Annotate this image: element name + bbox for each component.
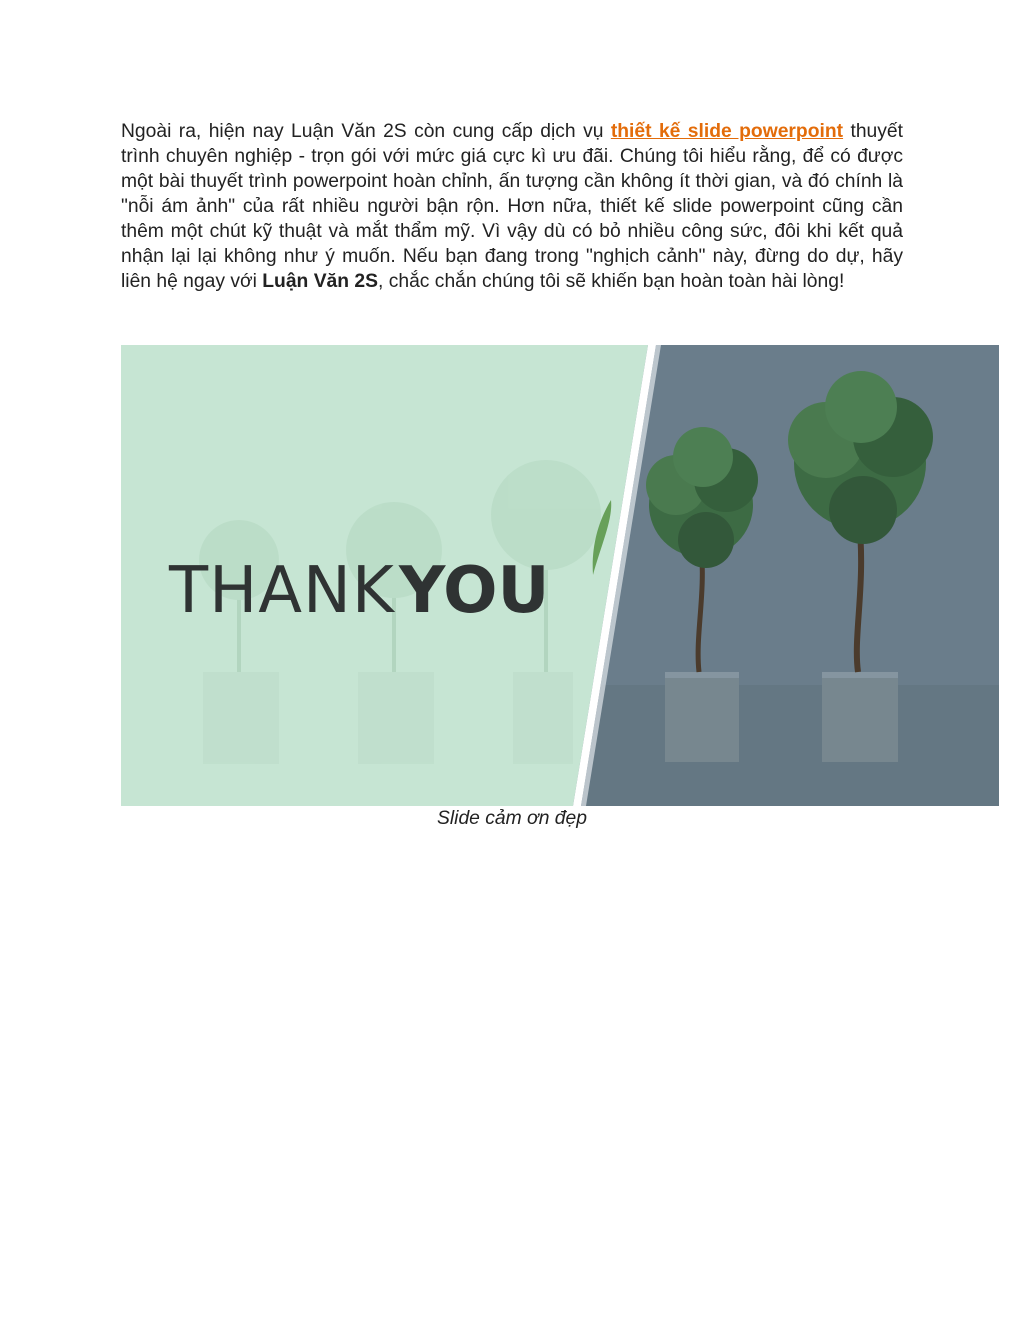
thank-text: THANK [169, 554, 395, 628]
thank-you-slide-image [121, 345, 999, 806]
you-text: YOU [399, 554, 550, 628]
slide-design-link[interactable]: thiết kế slide powerpoint [610, 121, 844, 142]
paragraph-body-text: thuyết trình chuyên nghiệp - trọn gói với mức giá cực kì ưu đãi. Chúng tôi hiểu rằng, để có được một bài thuyết trình powerpoint hoàn chỉnh, ấn tượng cần không ít thời gian, và đó chính là "nỗi ám ảnh" của rất nhiều người bận rộn. Hơn nữa, thiết kế slide powerpoint cũng cần thêm một chút kỹ thuật và mắt thẩm mỹ. Vì vậy dù có bỏ nhiều công sức, đôi khi kết quả nhận lại lại không như ý muốn. Nếu bạn đang trong "nghịch cảnh" này, đừng do dự, hãy liên hệ ngay với [121, 121, 903, 292]
paragraph-intro-text: Ngoài ra, hiện nay Luận Văn 2S còn cung cấp dịch vụ [121, 121, 611, 142]
intro-paragraph [121, 119, 903, 294]
paragraph-outro-text: , chắc chắn chúng tôi sẽ khiến bạn hoàn toàn hài lòng! [378, 271, 845, 292]
image-caption: Slide cảm ơn đẹp [437, 808, 587, 829]
brand-name: Luận Văn 2S [262, 271, 378, 292]
